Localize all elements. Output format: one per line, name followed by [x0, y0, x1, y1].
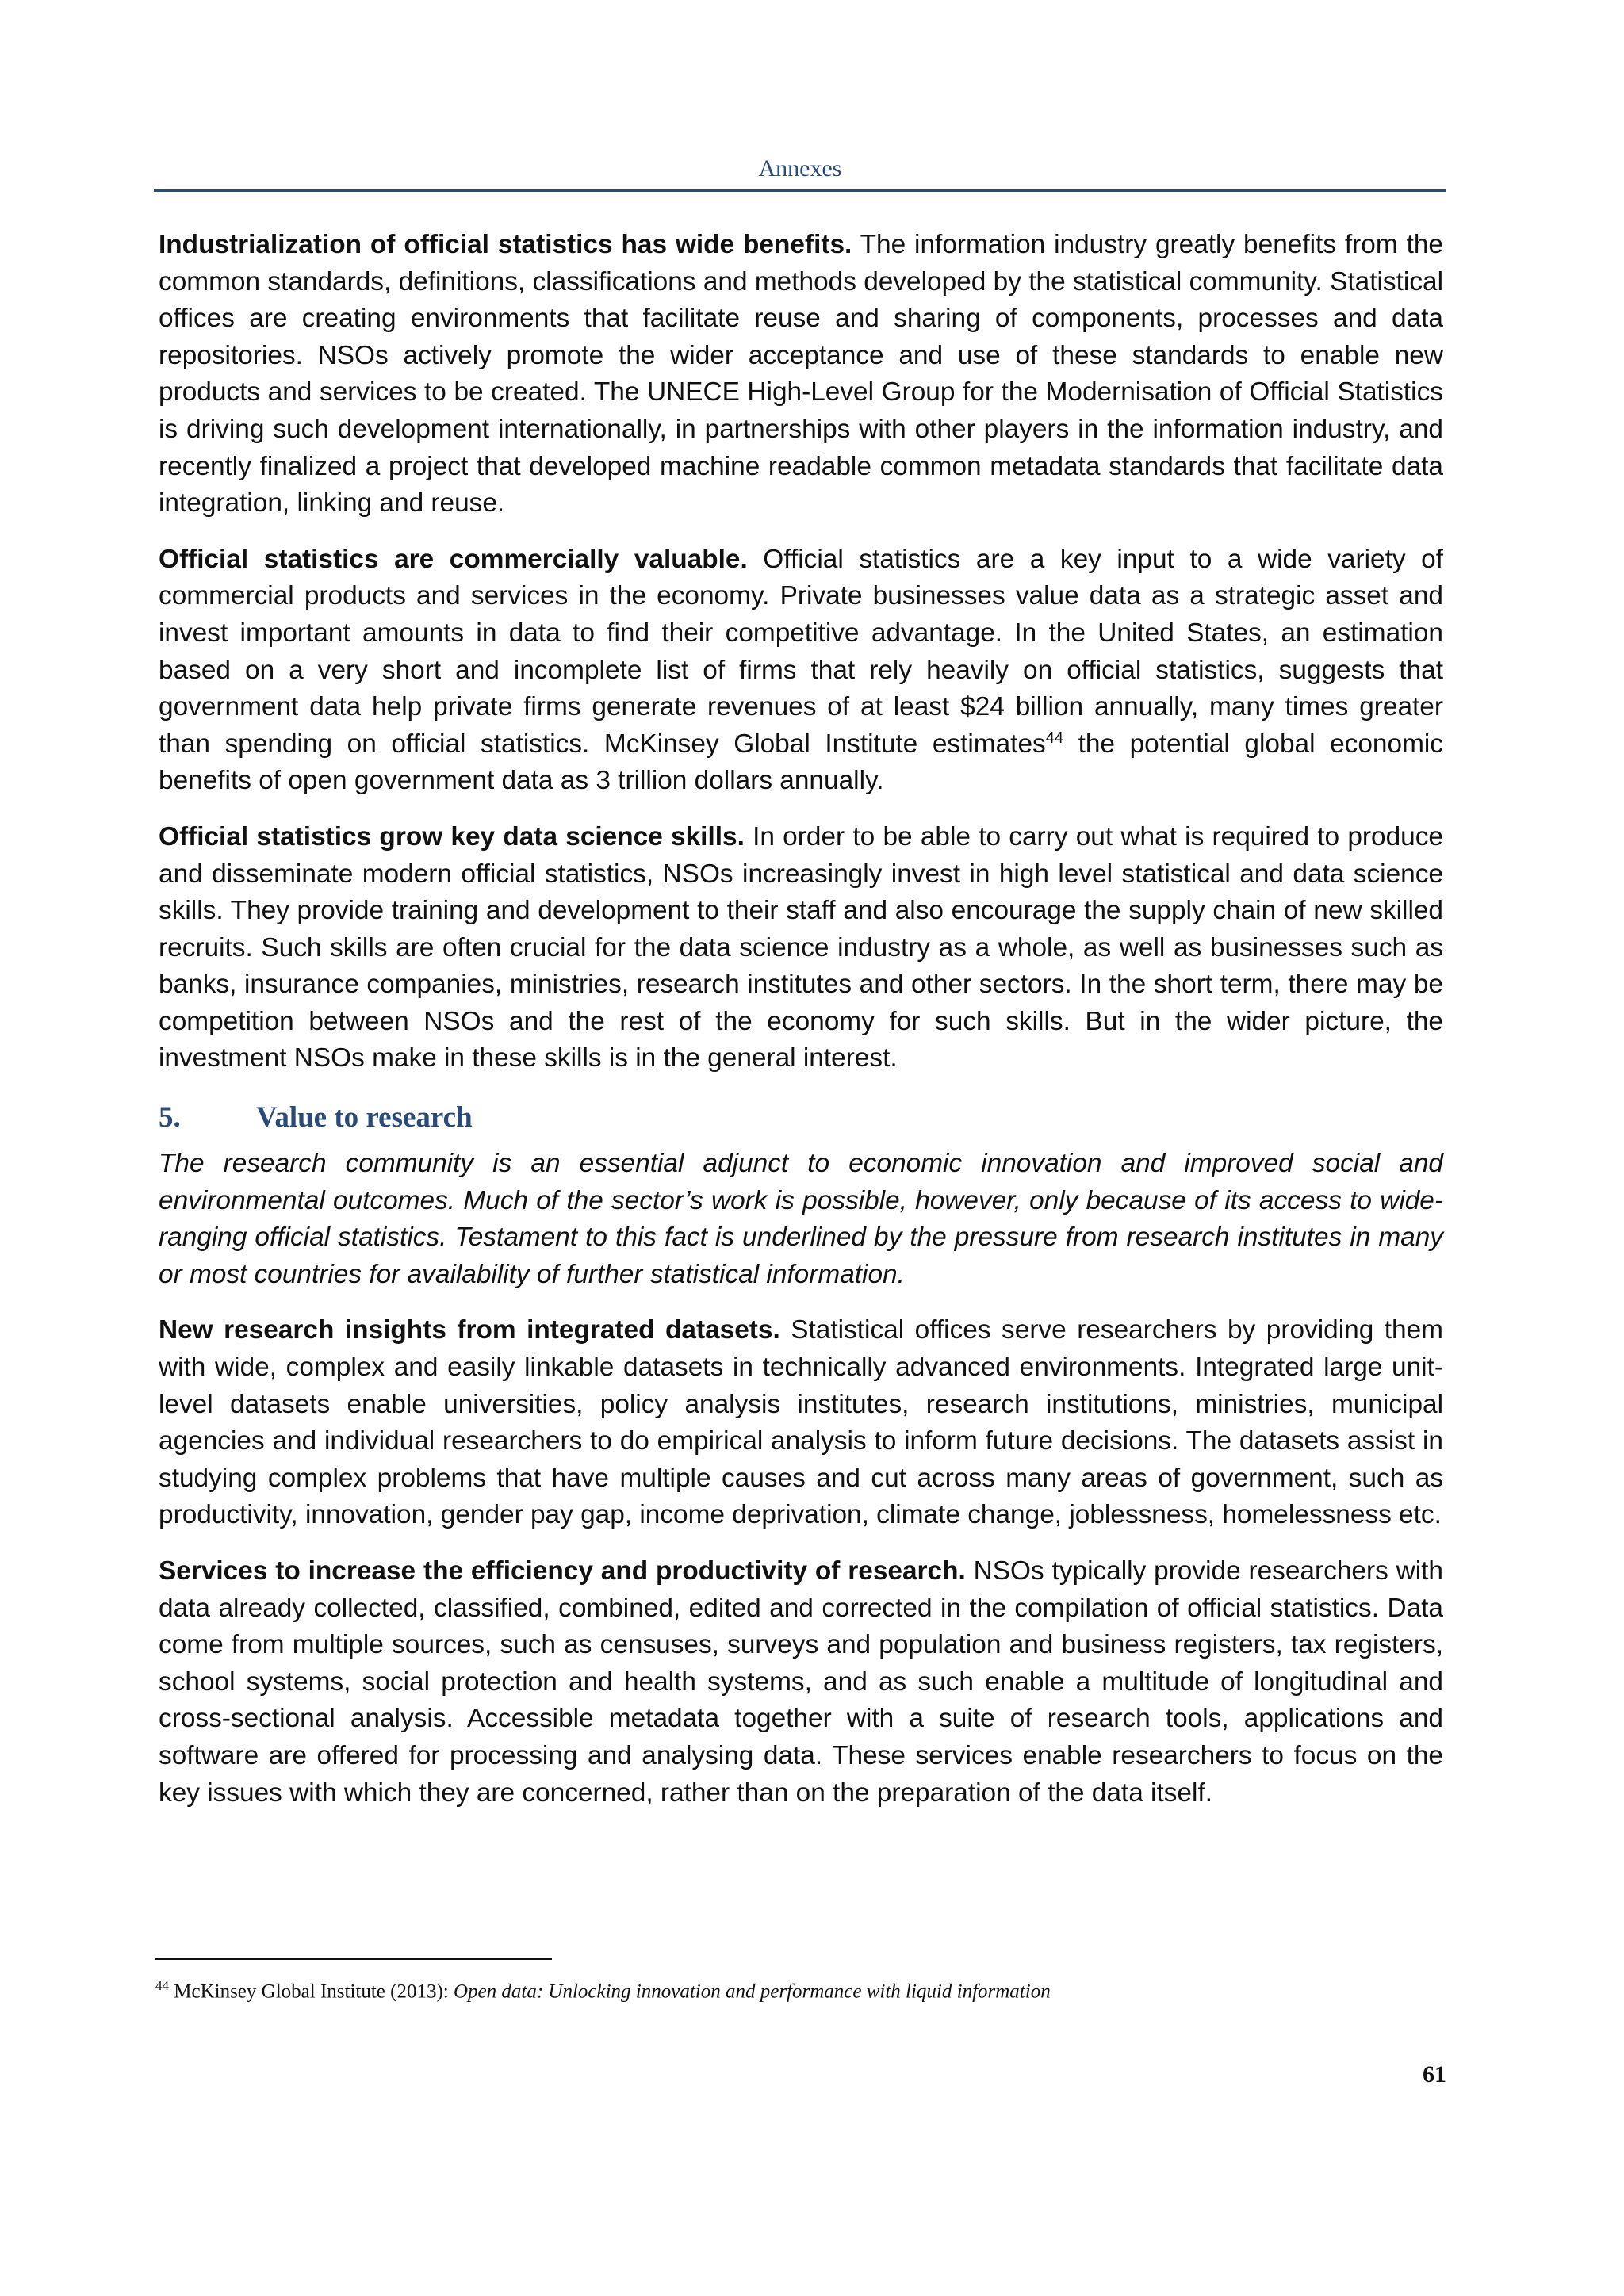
running-header: Annexes [758, 155, 842, 182]
paragraph-lead: New research insights from integrated datasets. [159, 1315, 780, 1345]
paragraph-lead: Official statistics grow key data science skills. [159, 821, 745, 851]
footnote [155, 1973, 1440, 2005]
page-number: 61 [1423, 2061, 1446, 2087]
paragraph-body: NSOs typically provide researchers with data already collected, classified, combined, edited and corrected in the compilation of official statistics. Data come from multiple sources, such as censuses, surveys and population and business registers, tax registers, school systems, social protection and health systems, and as such enable a multitude of longitudinal and cross-sectional analysis. Accessible metadata together with a suite of research tools, applications and software are offered for processing and analysing data. These services enable researchers to focus on the key issues with which they are concerned, rather than on the preparation of the data itself. [159, 1556, 1443, 1808]
paragraph-industrialization [159, 227, 1443, 522]
paragraph-commercial-value [159, 541, 1443, 800]
paragraph-lead: Industrialization of official statistics has wide benefits. [159, 230, 852, 259]
footnote-number: 44 [155, 1978, 169, 1993]
paragraph-research-services [159, 1553, 1443, 1812]
footnote-reference[interactable]: 44 [1045, 729, 1063, 747]
paragraph-research-insights [159, 1312, 1443, 1534]
section-number: 5. [159, 1101, 181, 1135]
section-intro: The research community is an essential adjunct to economic innovation and improved social and environmental outcomes. Much of the sector’s work is possible, however, only because of its access to wide-ranging official statistics. Testament to this fact is underlined by the pressure from research institutes in many or most countries for availability of further statistical information. [159, 1149, 1443, 1289]
main-content [159, 227, 1443, 1831]
footnote-source: McKinsey Global Institute (2013): [169, 1980, 454, 2003]
section-heading [159, 1096, 1443, 1139]
paragraph-body: Official statistics are a key input to a wide variety of commercial products and services in the economy. Private businesses value data as a strategic asset and invest important amounts in data to find their competitive advantage. In the United States, an estimation based on a very short and incomplete list of firms that rely heavily on official statistics, suggests that government data help private firms generate revenues of at least $24 billion annually, many times greater than spending on official statistics. McKinsey Global Institute estimates [159, 544, 1443, 759]
paragraph-data-science-skills [159, 819, 1443, 1077]
paragraph-lead: Services to increase the efficiency and productivity of research. [159, 1556, 966, 1586]
paragraph-body: Statistical offices serve researchers by providing them with wide, complex and easily linkable datasets in technically advanced environments. Integrated large unit-level datasets enable universities, policy analysis institutes, research institutions, ministries, municipal agencies and individual researchers to do empirical analysis to inform future decisions. The datasets assist in studying complex problems that have multiple causes and cut across many areas of government, such as productivity, innovation, gender pay gap, income deprivation, climate change, joblessness, homelessness etc. [159, 1315, 1443, 1530]
header-rule [154, 189, 1446, 192]
section-title: Value to research [256, 1101, 473, 1135]
paragraph-lead: Official statistics are commercially valuable. [159, 544, 748, 574]
paragraph-body: In order to be able to carry out what is required to produce and disseminate modern official statistics, NSOs increasingly invest in high level statistical and data science skills. They provide training and development to their staff and also encourage the supply chain of new skilled recruits. Such skills are often crucial for the data science industry as a whole, as well as businesses such as banks, insurance companies, ministries, research institutes and other sectors. In the short term, there may be competition between NSOs and the rest of the economy for such skills. But in the wider picture, the investment NSOs make in these skills is in the general interest. [159, 821, 1444, 1073]
paragraph-body: The information industry greatly benefits from the common standards, definitions, classifications and methods developed by the statistical community. Statistical offices are creating environments that facilitate reuse and sharing of components, processes and data repositories. NSOs actively promote the wider acceptance and use of these standards to enable new products and services to be created. The UNECE High-Level Group for the Modernisation of Official Statistics is driving such development internationally, in partnerships with other players in the information industry, and recently finalized a project that developed machine readable common metadata standards that facilitate data integration, linking and reuse. [159, 230, 1443, 519]
paragraph-body-continued: the potential global economic benefits of open government data as 3 trillion dollars annually. [159, 729, 1443, 796]
footnote-rule [155, 1958, 552, 1960]
footnote-title: Open data: Unlocking innovation and performance with liquid information [453, 1980, 1051, 2003]
